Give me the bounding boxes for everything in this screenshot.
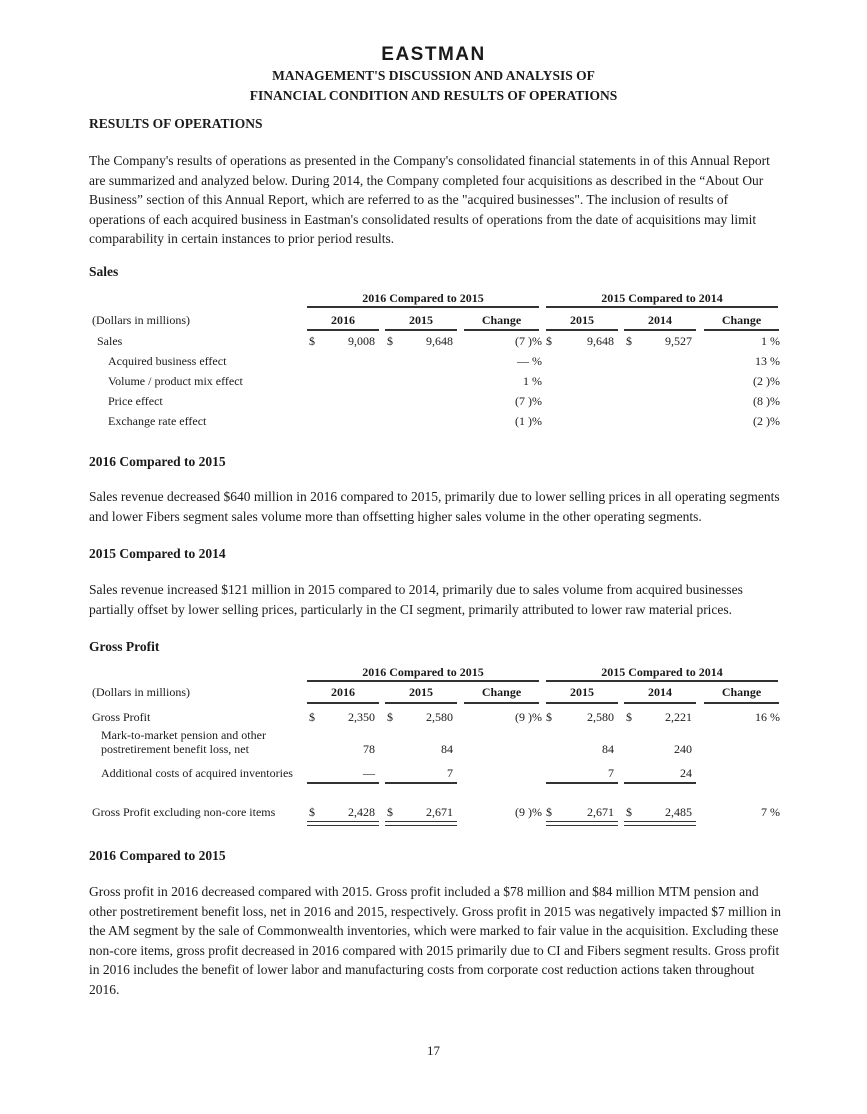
sales-sub1-heading: 2016 Compared to 2015 bbox=[89, 454, 226, 469]
dollar-sign: $ bbox=[309, 710, 315, 724]
gp-value-2015: 84 bbox=[441, 742, 453, 756]
header-line-1: MANAGEMENT'S DISCUSSION AND ANALYSIS OF bbox=[272, 68, 595, 83]
gp-value-2014: 2,221 bbox=[665, 710, 692, 724]
sales-sub1-text: Sales revenue decreased $640 million in 2016 compared to 2015, primarily due to lower selling prices in all operating segments and lower Fibers segment sales volume more than offsetting higher sales volume in the other operating segments. bbox=[89, 489, 780, 524]
gp-change-1: (9 )% bbox=[515, 805, 542, 819]
gp-change-1: (9 )% bbox=[515, 710, 542, 724]
sales-col-2015: 2015 bbox=[409, 313, 433, 327]
sales-col-2015b: 2015 bbox=[570, 313, 594, 327]
sales-sub2-text: Sales revenue increased $121 million in 2015 compared to 2014, primarily due to sales volume from acquired businesses partially offset by lower selling prices, particularly in the CI segment, primarily attributed to lower raw material prices. bbox=[89, 582, 743, 617]
gp-total-double-rule bbox=[624, 821, 696, 826]
gp-sub-heading: 2016 Compared to 2015 bbox=[89, 848, 226, 863]
gp-group-rule-2 bbox=[546, 680, 778, 682]
gp-total-double-rule bbox=[307, 821, 379, 826]
dollar-sign: $ bbox=[309, 334, 315, 348]
gp-subtotal-rule bbox=[624, 782, 696, 784]
sales-col-rule bbox=[624, 329, 696, 331]
gp-value-2015: 7 bbox=[447, 766, 453, 780]
gp-subtotal-rule bbox=[307, 782, 379, 784]
sales-change-1: (7 )% bbox=[515, 394, 542, 408]
sales-value-2014: 9,527 bbox=[665, 334, 692, 348]
gp-value-2015: 2,671 bbox=[426, 805, 453, 819]
gp-subtotal-rule bbox=[385, 782, 457, 784]
sales-col-2014: 2014 bbox=[648, 313, 672, 327]
sales-change-2: (2 )% bbox=[753, 374, 780, 388]
sales-row-label: Sales bbox=[97, 334, 123, 348]
sales-row-label: Exchange rate effect bbox=[108, 414, 207, 428]
gp-row-label: Additional costs of acquired inventories bbox=[101, 766, 293, 780]
sales-change-1: — % bbox=[517, 354, 542, 368]
sales-sub2-heading: 2015 Compared to 2014 bbox=[89, 546, 226, 561]
gp-subtotal-rule bbox=[546, 782, 618, 784]
sales-col-rule bbox=[464, 329, 539, 331]
gp-row-label-line2: postretirement benefit loss, net bbox=[101, 742, 249, 756]
sales-change-2: (2 )% bbox=[753, 414, 780, 428]
gp-col-rule bbox=[464, 702, 539, 704]
sales-value-2015: 9,648 bbox=[426, 334, 453, 348]
gp-col-2015: 2015 bbox=[409, 685, 433, 699]
gp-value-2015b: 7 bbox=[608, 766, 614, 780]
sales-value-2015b: 9,648 bbox=[587, 334, 614, 348]
gp-col-rule bbox=[307, 702, 379, 704]
gp-group-header-1: 2016 Compared to 2015 bbox=[362, 665, 484, 679]
sales-change-2: (8 )% bbox=[753, 394, 780, 408]
gp-col-change-b: Change bbox=[721, 685, 762, 699]
gp-col-rule bbox=[624, 702, 696, 704]
gp-row-label-line1: Mark-to-market pension and other bbox=[101, 728, 266, 742]
sales-col-rule bbox=[704, 329, 779, 331]
gp-sub-text: Gross profit in 2016 decreased compared with 2015. Gross profit included a $78 million and $84 million MTM pension and other postretirement benefit loss, net in 2016 and 2015, respectively. Gross profit in 2015 was negatively impacted $7 million in the AM segment by the sale of Commonwealth inventories, which were marked to fair value in the acquisition. Excluding these non-core items, gross profit decreased in 2016 compared with 2015 primarily due to CI and Fibers segment results. Gross profit in 2016 includes the benefit of lower labor and manufacturing costs from corporate cost reduction actions taken throughout 2016. bbox=[89, 884, 781, 997]
gp-label-header: (Dollars in millions) bbox=[92, 685, 190, 699]
dollar-sign: $ bbox=[546, 805, 552, 819]
gp-col-2015b: 2015 bbox=[570, 685, 594, 699]
dollar-sign: $ bbox=[546, 334, 552, 348]
sales-change-2: 1 % bbox=[761, 334, 780, 348]
gp-change-2: 7 % bbox=[761, 805, 780, 819]
gp-value-2015b: 2,580 bbox=[587, 710, 614, 724]
sales-col-rule bbox=[546, 329, 618, 331]
gp-value-2016: 2,350 bbox=[348, 710, 375, 724]
dollar-sign: $ bbox=[387, 805, 393, 819]
gross-profit-heading: Gross Profit bbox=[89, 639, 160, 654]
gp-group-rule-1 bbox=[307, 680, 539, 682]
dollar-sign: $ bbox=[626, 805, 632, 819]
gp-col-rule bbox=[385, 702, 457, 704]
gp-col-2014: 2014 bbox=[648, 685, 672, 699]
gp-total-double-rule bbox=[546, 821, 618, 826]
sales-col-change-b: Change bbox=[721, 313, 762, 327]
sales-change-2: 13 % bbox=[755, 354, 780, 368]
sales-change-1: (1 )% bbox=[515, 414, 542, 428]
sales-row-label: Price effect bbox=[108, 394, 163, 408]
dollar-sign: $ bbox=[387, 334, 393, 348]
gp-value-2015b: 2,671 bbox=[587, 805, 614, 819]
header-line-2: FINANCIAL CONDITION AND RESULTS OF OPERATIONS bbox=[249, 88, 618, 103]
dollar-sign: $ bbox=[626, 710, 632, 724]
sales-value-2016: 9,008 bbox=[348, 334, 375, 348]
sales-group-rule-1 bbox=[307, 306, 539, 308]
sales-row-label: Volume / product mix effect bbox=[108, 374, 243, 388]
gp-total-double-rule bbox=[385, 821, 457, 826]
sales-label-header: (Dollars in millions) bbox=[92, 313, 190, 327]
dollar-sign: $ bbox=[626, 334, 632, 348]
sales-col-2016: 2016 bbox=[331, 313, 355, 327]
gp-value-2014: 2,485 bbox=[665, 805, 692, 819]
gp-row-label: Gross Profit bbox=[92, 710, 151, 724]
results-paragraph: The Company's results of operations as presented in the Company's consolidated financial statements in of this Annual Report are summarized and analyzed below. During 2014, the Company completed four acquisitions as described in the “About Our Business” section of this Annual Report, which are referred to as the "acquired businesses". The inclusion of results of operations of each acquired business in Eastman's consolidated results of operations from the date of acquisitions may limit comparability in certain instances to prior period results. bbox=[89, 153, 770, 246]
sales-change-1: 1 % bbox=[523, 374, 542, 388]
gp-row-label: Gross Profit excluding non-core items bbox=[92, 805, 276, 819]
dollar-sign: $ bbox=[387, 710, 393, 724]
gp-change-2: 16 % bbox=[755, 710, 780, 724]
gp-group-header-2: 2015 Compared to 2014 bbox=[601, 665, 723, 679]
gp-col-change: Change bbox=[481, 685, 522, 699]
sales-group-header-1: 2016 Compared to 2015 bbox=[362, 291, 484, 305]
gp-value-2016: — bbox=[363, 766, 375, 780]
dollar-sign: $ bbox=[546, 710, 552, 724]
sales-group-rule-2 bbox=[546, 306, 778, 308]
sales-row-label: Acquired business effect bbox=[108, 354, 227, 368]
sales-col-change: Change bbox=[481, 313, 522, 327]
sales-col-rule bbox=[307, 329, 379, 331]
sales-change-1: (7 )% bbox=[515, 334, 542, 348]
gp-value-2014: 240 bbox=[674, 742, 692, 756]
gp-col-rule bbox=[546, 702, 618, 704]
page-number: 17 bbox=[427, 1043, 440, 1058]
sales-col-rule bbox=[385, 329, 457, 331]
sales-group-header-2: 2015 Compared to 2014 bbox=[601, 291, 723, 305]
gp-value-2014: 24 bbox=[680, 766, 692, 780]
gp-value-2015b: 84 bbox=[602, 742, 614, 756]
gp-value-2015: 2,580 bbox=[426, 710, 453, 724]
gp-col-rule bbox=[704, 702, 779, 704]
results-heading: RESULTS OF OPERATIONS bbox=[89, 116, 263, 131]
sales-heading: Sales bbox=[89, 264, 119, 279]
eastman-logo: EASTMAN bbox=[381, 44, 486, 65]
dollar-sign: $ bbox=[309, 805, 315, 819]
gp-value-2016: 78 bbox=[363, 742, 375, 756]
gp-value-2016: 2,428 bbox=[348, 805, 375, 819]
gp-col-2016: 2016 bbox=[331, 685, 355, 699]
